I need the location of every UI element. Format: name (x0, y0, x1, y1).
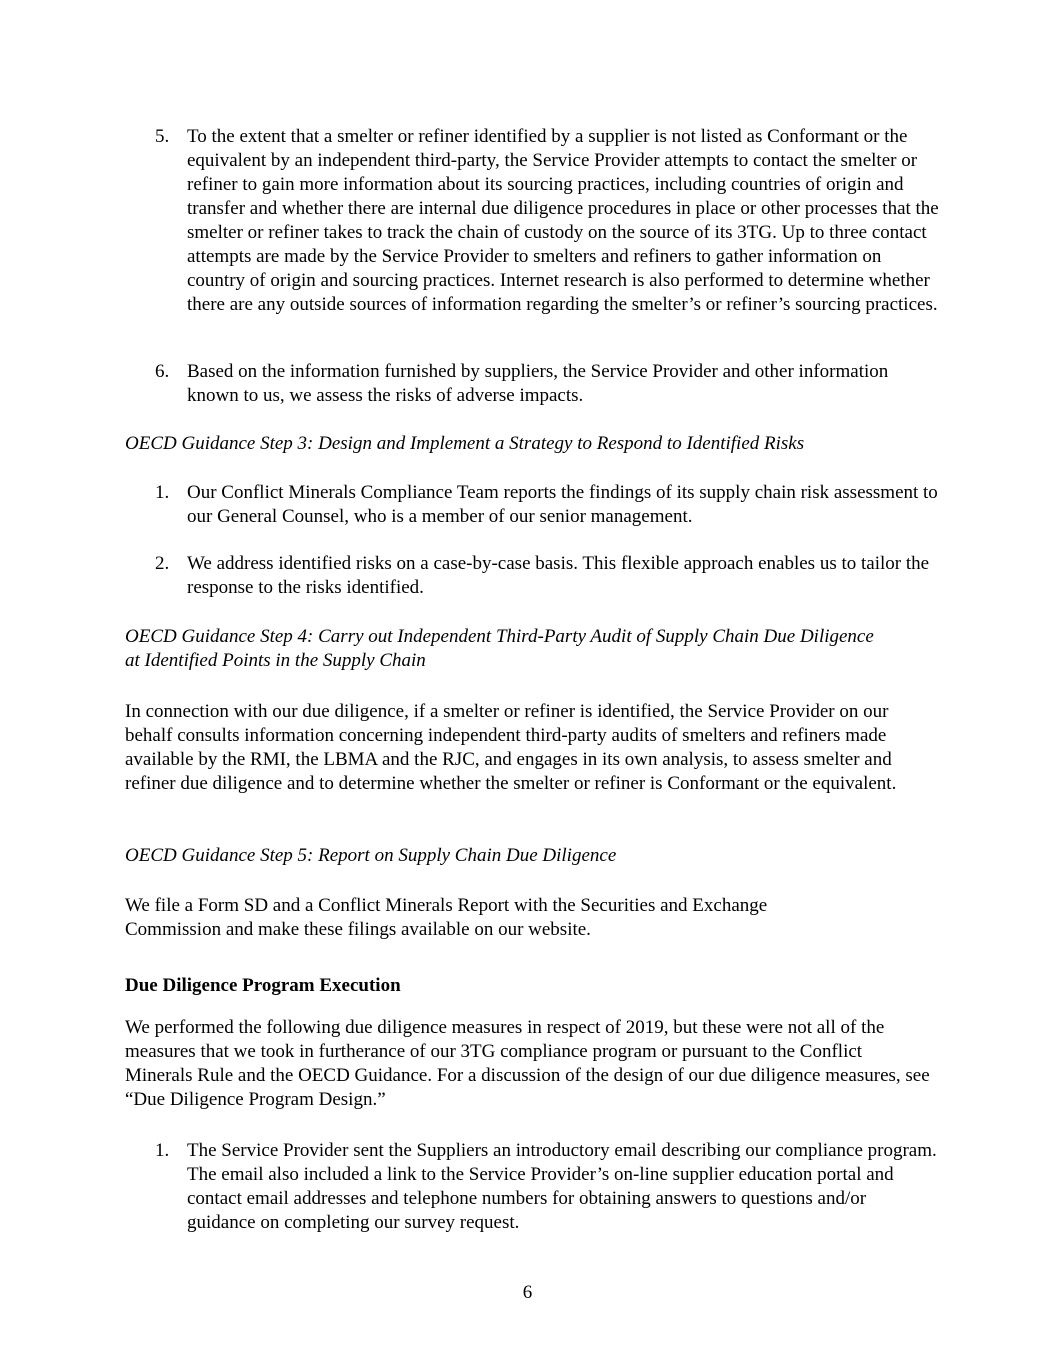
list-item (155, 1139, 940, 1235)
execution-paragraph: We performed the following due diligence measures in respect of 2019, but these were not all of the measures that we took in furtherance of our 3TG compliance program or pursuant to the Conflict Minerals Rule and the OECD Guidance. For a discussion of the design of our due diligence measures, see “Due Diligence Program Design.” (125, 1017, 930, 1110)
list-item-number: 1. (155, 1140, 170, 1161)
page-number: 6 (522, 1282, 533, 1303)
list-item (155, 481, 940, 529)
step3-heading: OECD Guidance Step 3: Design and Implement a Strategy to Respond to Identified Risks (125, 433, 805, 454)
list-item-text: Our Conflict Minerals Compliance Team reports the findings of its supply chain risk assessment to our General Counsel, who is a member of our senior management. (187, 482, 938, 527)
list-item-number: 1. (155, 482, 170, 503)
step4-paragraph: In connection with our due diligence, if a smelter or refiner is identified, the Service Provider on our behalf consults information concerning independent third-party audits of smelters and refiners made available by the RMI, the LBMA and the RJC, and engages in its own analysis, to assess smelter and refiner due diligence and to determine whether the smelter or refiner is Conformant or the equivalent. (125, 701, 897, 794)
step5-paragraph: We file a Form SD and a Conflict Minerals Report with the Securities and Exchange Commission and make these filings available on our website. (125, 895, 768, 940)
step4-heading: OECD Guidance Step 4: Carry out Independent Third-Party Audit of Supply Chain Due Diligence at Identified Points in the Supply Chain (125, 626, 874, 671)
list-item-number: 2. (155, 553, 170, 574)
list-item-text: We address identified risks on a case-by-case basis. This flexible approach enables us to tailor the response to the risks identified. (187, 553, 930, 598)
list-item (155, 360, 940, 408)
list-item-text: The Service Provider sent the Suppliers an introductory email describing our compliance program. The email also included a link to the Service Provider’s on-line supplier education portal and contact email addresses and telephone numbers for obtaining answers to questions and/or guidance on completing our survey request. (187, 1140, 937, 1233)
list-item-number: 5. (155, 126, 170, 147)
list-item-text: To the extent that a smelter or refiner identified by a supplier is not listed as Conformant or the equivalent by an independent third-party, the Service Provider attempts to contact the smelter or refiner to gain more information about its sourcing practices, including countries of origin and transfer and whether there are internal due diligence procedures in place or other processes that the smelter or refiner takes to track the chain of custody on the source of its 3TG. Up to three contact attempts are made by the Service Provider to smelters and refiners to gather information on country of origin and sourcing practices. Internet research is also performed to determine whether there are any outside sources of information regarding the smelter’s or refiner’s sourcing practices. (187, 126, 939, 315)
list-item (155, 552, 940, 600)
section-heading: Due Diligence Program Execution (125, 975, 401, 996)
step5-heading: OECD Guidance Step 5: Report on Supply Chain Due Diligence (125, 845, 617, 866)
list-item-text: Based on the information furnished by suppliers, the Service Provider and other information known to us, we assess the risks of adverse impacts. (187, 361, 889, 406)
list-item-number: 6. (155, 361, 170, 382)
list-item (155, 125, 940, 317)
